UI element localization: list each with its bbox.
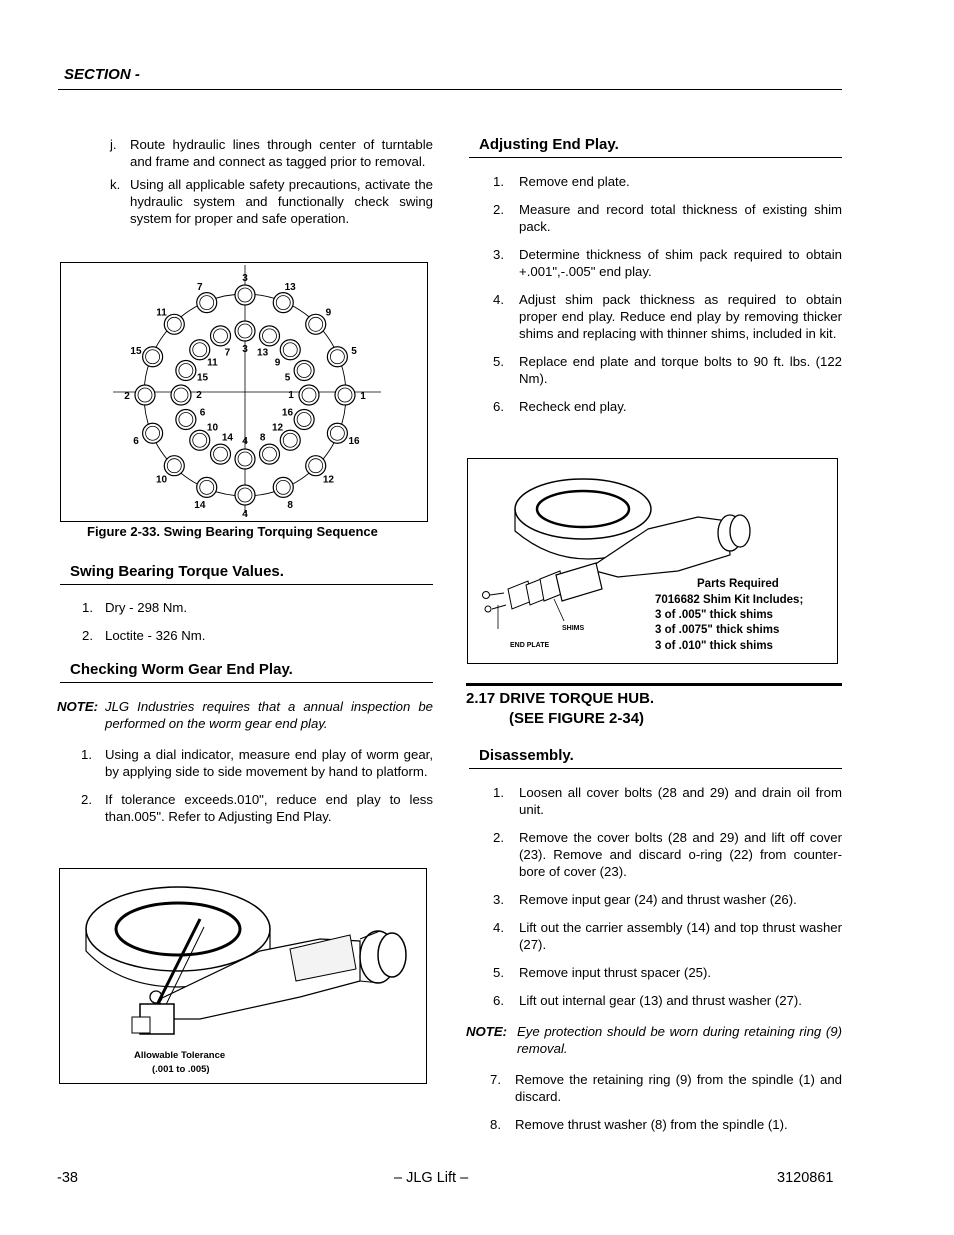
item-number: 3. [493,892,504,907]
inner-bolt-label: 1 [288,390,294,401]
inner-bolt-label: 2 [196,390,202,401]
item-text: Remove the retaining ring (9) from the spindle (1) and discard. [515,1072,842,1104]
item-text: Adjust shim pack thickness as required to obtain proper end play. Reduce end play by removing thicker shims and replacing with thinner shims, included in kit. [519,292,842,341]
item-text: Determine thickness of shim pack required to obtain +.001",-.005" end play. [519,247,842,279]
left-steps-top [64,136,433,238]
outer-bolt-label: 16 [348,436,360,448]
torque-sequence-diagram [61,263,427,521]
list-item [57,746,433,780]
item-number: 2. [81,792,92,807]
section-title: 2.17 DRIVE TORQUE HUB. [466,690,655,707]
parts-required-label: Parts Required [697,578,779,590]
list-item [469,201,842,235]
item-text: Using a dial indicator, measure end play of worm gear, by applying side to side movement by hand to platform. [105,747,433,779]
item-number: 1. [493,174,504,189]
item-text: Lift out the carrier assembly (14) and top thrust washer (27). [519,920,842,952]
torque-heading: Swing Bearing Torque Values. [60,563,433,585]
list-item [469,353,842,387]
tolerance-label: Allowable Tolerance [134,1050,226,1061]
item-text: If tolerance exceeds.010", reduce end play to less than.005". Refer to Adjusting End Play. [105,792,433,824]
shim-kit-illustration [468,459,837,663]
section-rule [466,683,842,686]
inner-bolt-label: 3 [242,344,248,355]
worm-gear-illustration [60,869,426,1083]
outer-bolt-label: 1 [360,391,366,402]
worm-gear-section [60,661,433,683]
adjust-section [469,136,842,426]
outer-bolt-label: 2 [124,391,130,402]
list-item [469,829,842,880]
worm-heading: Checking Worm Gear End Play. [60,661,433,683]
shim-0075-label: 3 of .0075" thick shims [655,624,780,636]
item-number: 2. [493,202,504,217]
item-text: Loosen all cover bolts (28 and 29) and drain oil from unit. [519,785,842,817]
list-item [469,246,842,280]
note [466,1023,842,1057]
figure-shim-kit [467,458,838,664]
outer-bolt-label: 13 [284,281,296,293]
list-item [469,784,842,818]
list-item [64,136,433,170]
item-text: Replace end plate and torque bolts to 90 ft. lbs. (122 Nm). [519,354,842,386]
item-text: Remove thrust washer (8) from the spindle (1). [515,1117,788,1132]
inner-bolt-label: 10 [206,422,219,434]
item-number: 1. [82,600,93,615]
shim-010-label: 3 of .010" thick shims [655,640,773,652]
inner-bolt-label: 14 [221,432,233,444]
disassembly-heading: Disassembly. [469,747,842,769]
list-item [469,964,842,981]
list-item [469,919,842,953]
outer-bolt-label: 12 [322,474,335,486]
outer-bolt-label: 10 [155,474,168,486]
item-number: 1. [493,785,504,800]
inner-bolt-label: 8 [259,432,266,444]
inner-bolt-label: 11 [207,357,218,369]
note-label: NOTE: [466,1024,508,1039]
outer-bolt-label: 3 [242,273,248,284]
item-text: Using all applicable safety precautions, activate the hydraulic system and functionally check swing system for proper and safe operation. [130,177,433,226]
inner-bolt-label: 5 [284,372,291,384]
list-item [469,173,842,190]
end-plate-label: END PLATE [510,642,550,649]
item-text: Lift out internal gear (13) and thrust washer (27). [519,993,802,1008]
document-number: 3120861 [777,1170,834,1186]
outer-bolt-label: 11 [156,307,167,319]
outer-bolt-label: 9 [325,307,332,319]
item-number: 3. [493,247,504,262]
item-text: Recheck end play. [519,399,627,414]
item-text: Remove input thrust spacer (25). [519,965,712,980]
inner-bolt-label: 12 [271,422,284,434]
item-number: 7. [490,1072,501,1087]
worm-gear-body [57,698,433,836]
outer-bolt-label: 4 [242,509,248,520]
item-text: Measure and record total thickness of existing shim pack. [519,202,842,234]
item-number: 4. [493,292,504,307]
item-number: 4. [493,920,504,935]
inner-bolt-label: 9 [274,357,281,369]
footer-center: – JLG Lift – [394,1170,469,1186]
list-item [466,1116,842,1133]
shim-kit-label: 7016682 Shim Kit Includes; [655,594,804,606]
list-item [469,992,842,1009]
inner-bolt-label: 15 [196,372,209,384]
note-text: JLG Industries requires that a annual inspection be performed on the worm gear end play. [105,699,433,731]
item-number: k. [110,177,121,192]
item-number: 1. [81,747,92,762]
disassembly-note-and-steps [466,1023,842,1144]
outer-bolt-label: 8 [287,500,293,512]
inner-bolt-label: 13 [257,347,269,359]
outer-bolt-label: 15 [130,345,142,357]
inner-bolt-label: 7 [224,347,231,359]
note [57,698,433,732]
page-number: -38 [57,1170,78,1186]
inner-bolt-label: 4 [242,436,248,447]
figure-swing-bearing-torque-sequence [60,262,428,522]
item-number: 2. [82,628,93,643]
item-text: Dry - 298 Nm. [105,600,188,615]
item-text: Remove the cover bolts (28 and 29) and lift off cover (23). Remove and discard o-ring (22) from counter-bore of cover (23). [519,830,842,879]
outer-bolt-label: 5 [351,345,357,357]
inner-bolt-label: 16 [281,407,294,419]
item-text: Loctite - 326 Nm. [105,628,206,643]
outer-bolt-label: 7 [197,281,203,293]
list-item [469,398,842,415]
list-item [60,599,433,616]
list-item [64,176,433,227]
item-number: 6. [493,399,504,414]
outer-bolt-label: 6 [133,436,139,448]
list-item [60,627,433,644]
adjust-heading: Adjusting End Play. [469,136,842,158]
item-number: 2. [493,830,504,845]
note-label: NOTE: [57,699,99,714]
outer-bolt-label: 14 [194,500,206,512]
list-item [469,291,842,342]
inner-bolt-label: 6 [199,407,206,419]
torque-values-section [60,563,433,655]
item-number: 6. [493,993,504,1008]
note-text: Eye protection should be worn during retaining ring (9) removal. [517,1024,842,1056]
list-item [469,891,842,908]
item-number: 8. [490,1117,501,1132]
item-text: Remove input gear (24) and thrust washer (26). [519,892,797,907]
header-rule [58,89,842,90]
item-number: 5. [493,354,504,369]
section-header: SECTION - [64,66,140,83]
section-subtitle: (SEE FIGURE 2-34) [509,710,645,727]
item-text: Remove end plate. [519,174,630,189]
list-item [466,1071,842,1105]
item-number: 5. [493,965,504,980]
tolerance-range-label: (.001 to .005) [152,1064,210,1075]
item-text: Route hydraulic lines through center of turntable and frame and connect as tagged prior to removal. [130,137,433,169]
shims-label: SHIMS [562,625,585,632]
disassembly-section [469,747,842,1020]
list-item [57,791,433,825]
figure-caption: Figure 2-33. Swing Bearing Torquing Sequence [87,524,378,539]
item-number: j. [110,137,117,152]
shim-005-label: 3 of .005" thick shims [655,609,773,621]
figure-worm-gear-tolerance [59,868,427,1084]
